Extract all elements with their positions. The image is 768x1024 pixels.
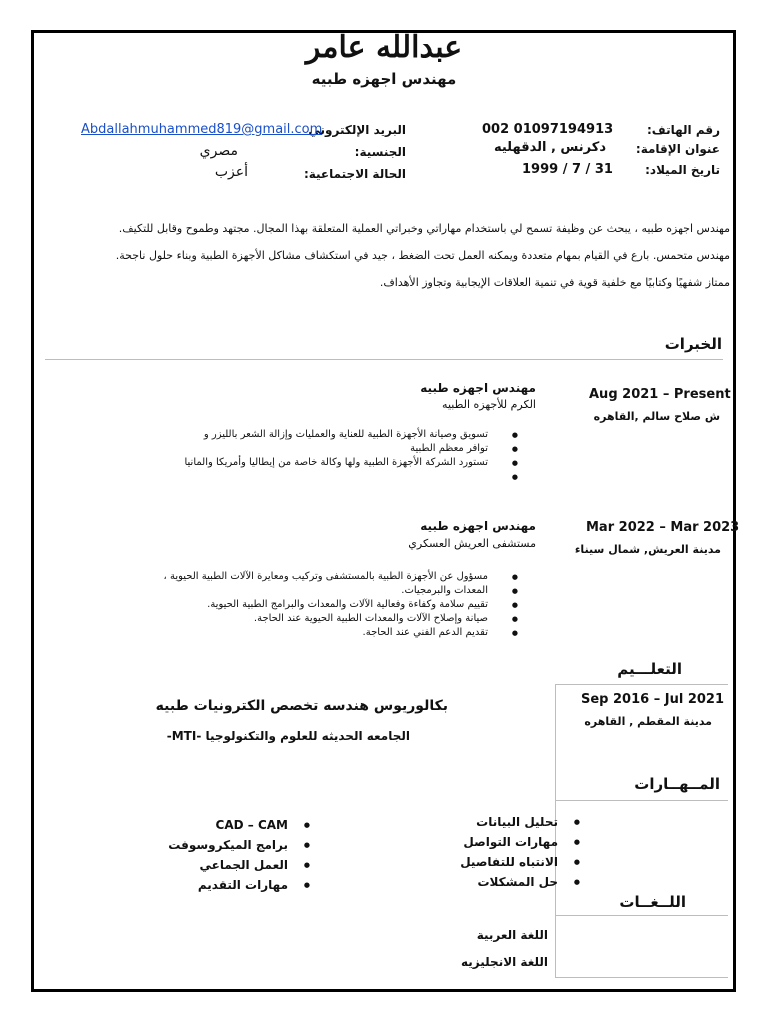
languages-divider [555,915,728,916]
job2-location: مدينة العريش, شمال سيناء [574,543,721,556]
list-item: ● تقييم سلامة وكفاءة وفعالية الآلات والمعدات والبرامج الطبية الحيوية. [164,598,518,612]
list-item: ● تستورد الشركة الأجهزة الطبية ولها وكالة خاصة من إيطاليا وأمريكا والمانيا [184,456,518,470]
candidate-title: مهندس اجهزه طبيه [311,70,457,88]
address-value: دكرنس , الدقهليه [493,140,606,155]
job1-company: الكرم للأجهزه الطبيه [442,398,536,411]
address-label: عنوان الإقامة: [635,142,720,156]
list-item: ● مسؤول عن الأجهزة الطبية بالمستشفى وتركيب ومعايرة الآلات الطبية الحيوية ، [164,570,518,584]
experience-divider [45,359,723,360]
nationality-label: الجنسية: [354,145,406,159]
phone-value: 002 01097194913 [482,122,614,137]
summary-line-3: ممتاز شفهيًا وكتابيًا مع خلفية قوية في تنمية العلاقات الإيجابية وتجاوز الأهداف. [379,276,730,289]
list-item: ● حل المشكلات [460,872,580,892]
summary-line-2: مهندس متحمس. بارع في القيام بمهام متعددة ويمكنه العمل تحت الضغط ، جيد في استكشاف مشاكل الأجهزة الطبية وبناء حلول ناجحة. [115,249,730,262]
education-divider [555,684,728,685]
list-item [184,470,518,484]
list-item: ● برامج الميكروسوفت [168,835,310,855]
email-link[interactable]: Abdallahmuhammed819@gmail.com [81,122,323,137]
skills-column-left [168,815,310,895]
list-item: ● توافر معظم الطبية [184,442,518,456]
job1-dates: Aug 2021 – Present [589,387,731,402]
birth-label: تاريخ الميلاد: [645,163,720,177]
job2-company: مستشفى العريش العسكري [408,537,536,550]
list-item: ● تسويق وصيانة الأجهزة الطبية للعناية والعمليات وإزالة الشعر بالليزر و [184,428,518,442]
list-item: ● العمل الجماعي [168,855,310,875]
list-item: ● مهارات التقديم [168,875,310,895]
education-location: مدينة المقطم , القاهره [584,715,712,728]
marital-label: الحالة الاجتماعية: [303,167,406,181]
job2-title: مهندس اجهزه طبيه [420,519,536,533]
list-item: ● المعدات والبرمجيات. [164,584,518,598]
experience-heading: الخبرات [664,335,722,353]
nationality-value: مصري [199,143,238,159]
list-item: ● صيانة وإصلاح الآلات والمعدات الطبية الحيوية عند الحاجة. [164,612,518,626]
education-university: الجامعه الحديثه للعلوم والتكنولوجيا -MTI- [166,729,410,743]
marital-value: أعزب [214,164,248,180]
skills-divider [555,800,728,801]
language-english: اللغة الانجليزيه [461,955,548,969]
phone-label: رقم الهاتف: [647,123,720,137]
list-item: ● تحليل البيانات [460,812,580,832]
language-arabic: اللغة العربية [476,928,548,942]
email-label: البريد الإلكتروني [308,123,406,137]
education-dates: Sep 2016 – Jul 2021 [581,692,724,707]
job1-location: ش صلاح سالم ,القاهره [593,410,720,423]
skills-column-right [460,812,580,892]
skills-heading: المــهــارات [634,775,720,793]
languages-heading: اللــغــات [619,893,686,911]
list-item: ● تقديم الدعم الفني عند الحاجة. [164,626,518,640]
birth-value: 1999 / 7 / 31 [522,162,613,177]
job1-title: مهندس اجهزه طبيه [420,381,536,395]
candidate-name: عبدالله عامر [305,30,463,65]
job1-bullets [184,428,518,484]
summary-line-1: مهندس اجهزه طبيه ، يبحث عن وظيفة تسمح لي باستخدام مهاراتي وخبراتي العملية المتعلقة بهذا المجال. مجتهد وطموح وقابل للتكيف. [118,222,730,235]
list-item: ● مهارات التواصل [460,832,580,852]
education-heading: التعلـــيم [617,660,682,678]
list-item: ● CAD – CAM [168,815,310,835]
job2-dates: Mar 2022 – Mar 2023 [586,520,740,535]
education-degree: بكالوريوس هندسه تخصص الكترونيات طبيه [155,698,448,714]
list-item: ● الانتباه للتفاصيل [460,852,580,872]
bottom-divider [555,977,728,978]
job2-bullets [164,570,518,640]
